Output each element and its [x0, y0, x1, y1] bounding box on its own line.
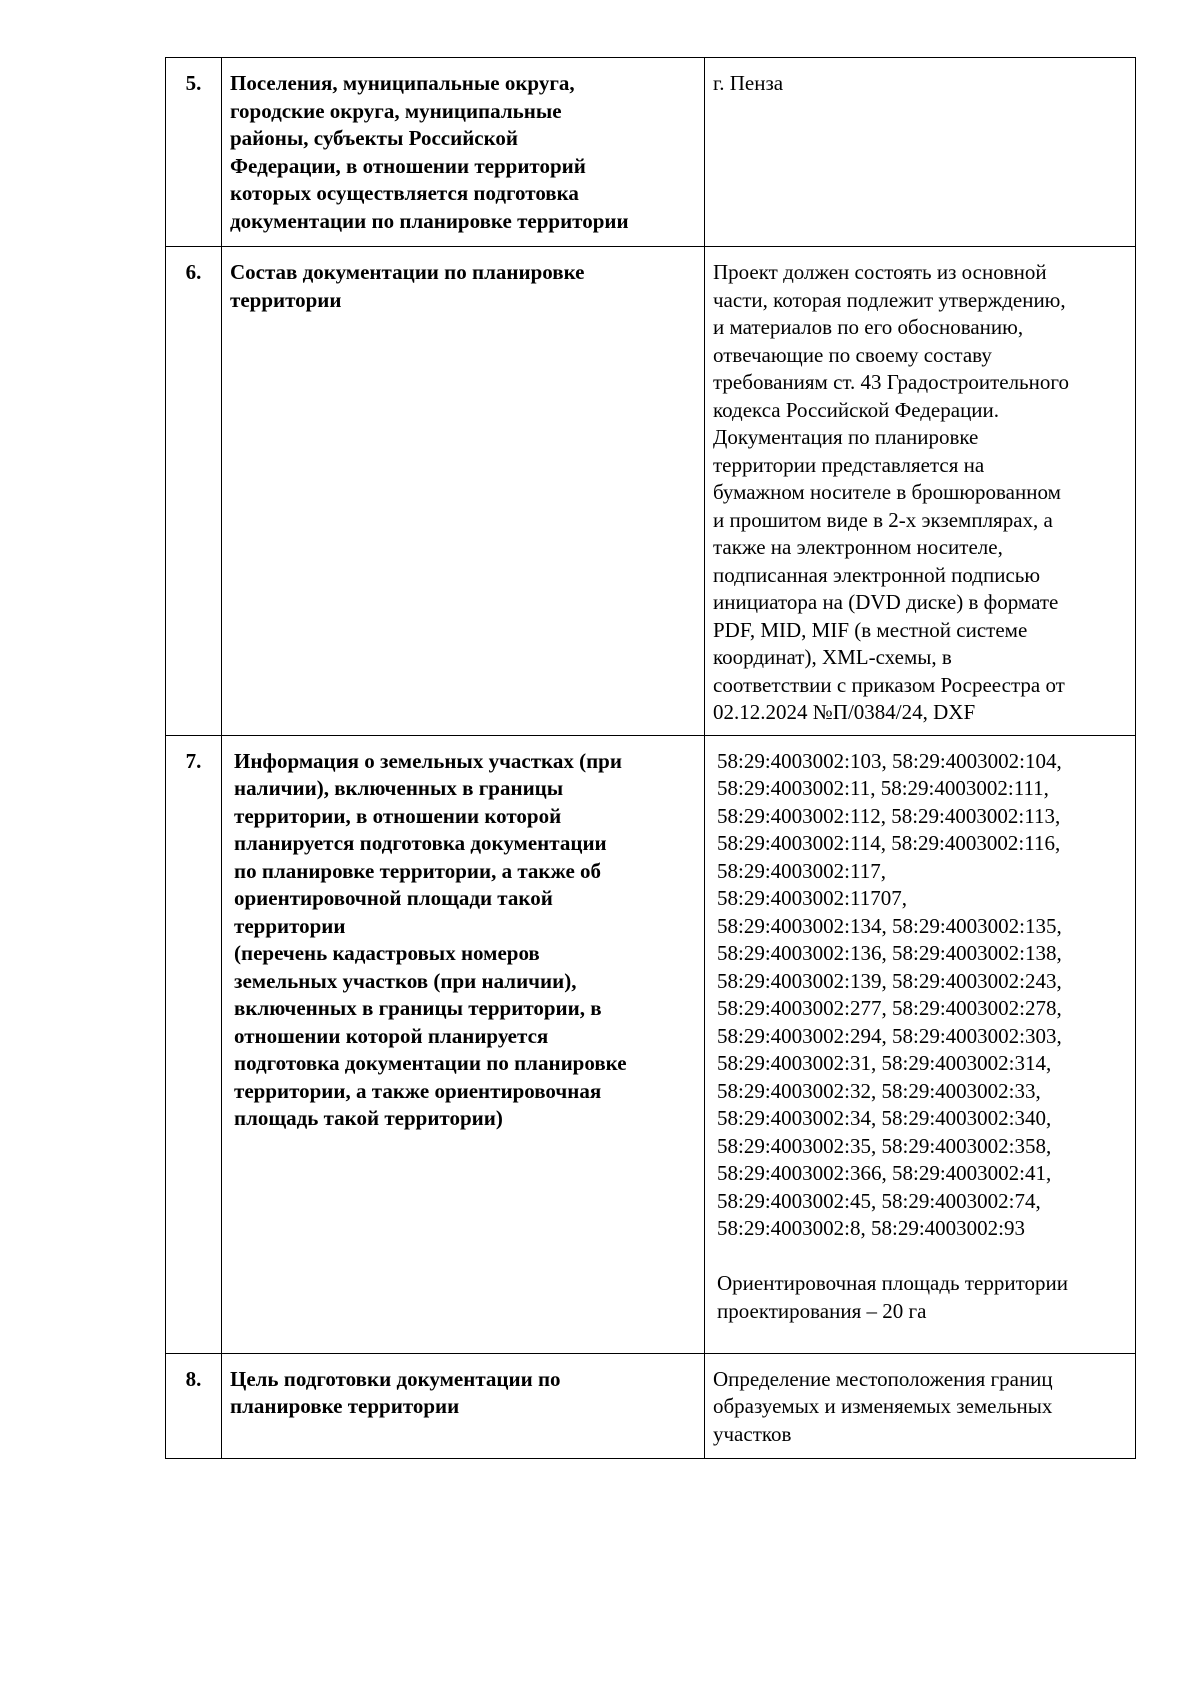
value-line: территории представляется на: [713, 452, 985, 477]
label-line: земельных участков (при наличии),: [234, 968, 577, 993]
value-line: части, которая подлежит утверждению,: [713, 287, 1066, 312]
cadastral-line: 58:29:4003002:45, 58:29:4003002:74,: [717, 1188, 1041, 1213]
label-line: Поселения, муниципальные округа,: [230, 71, 575, 95]
label-line: которых осуществляется подготовка: [230, 181, 579, 205]
value-line: Документация по планировке: [713, 425, 979, 449]
cadastral-line: 58:29:4003002:139, 58:29:4003002:243,: [717, 968, 1062, 993]
value-line: кодекса Российской Федерации.: [713, 397, 1000, 422]
cadastral-line: 58:29:4003002:35, 58:29:4003002:358,: [717, 1133, 1052, 1158]
value-line: также на электронном носителе,: [713, 535, 1003, 559]
label-line: городские округа, муниципальные: [230, 98, 562, 123]
cadastral-line: 58:29:4003002:112, 58:29:4003002:113,: [717, 803, 1061, 828]
paragraph-spacer: [717, 1243, 1127, 1271]
label-line: Цель подготовки документации по: [230, 1366, 561, 1391]
requirements-table: [165, 57, 1136, 1459]
cadastral-line: 58:29:4003002:134, 58:29:4003002:135,: [717, 913, 1062, 938]
cadastral-line: 58:29:4003002:294, 58:29:4003002:303,: [717, 1023, 1062, 1048]
cadastral-line: 58:29:4003002:31, 58:29:4003002:314,: [717, 1051, 1052, 1075]
value-line: Проект должен состоять из основной: [713, 260, 1047, 284]
row-value: [705, 58, 1136, 247]
value-line: подписанная электронной подписью: [713, 562, 1041, 587]
row-number: 7.: [166, 735, 222, 1353]
label-line: включенных в границы территории, в: [234, 996, 602, 1020]
cadastral-line: 58:29:4003002:366, 58:29:4003002:41,: [717, 1161, 1052, 1185]
row-number: 5.: [166, 58, 222, 247]
label-line: Федерации, в отношении территорий: [230, 153, 586, 178]
label-line: районы, субъекты Российской: [230, 126, 519, 150]
row-number: 6.: [166, 247, 222, 736]
label-line: территории: [230, 287, 342, 312]
label-line: Состав документации по планировке: [230, 260, 585, 284]
table-row-7: [166, 735, 1136, 1353]
area-line: проектирования – 20 га: [717, 1298, 927, 1323]
value-line: координат), XML-схемы, в: [713, 645, 952, 669]
row-value: [705, 1353, 1136, 1459]
row-label: [222, 1353, 705, 1459]
label-line: отношении которой планируется: [234, 1023, 549, 1048]
row-label: [222, 735, 705, 1353]
cadastral-line: 58:29:4003002:32, 58:29:4003002:33,: [717, 1078, 1041, 1103]
cadastral-line: 58:29:4003002:11, 58:29:4003002:111,: [717, 776, 1049, 800]
value-line: отвечающие по своему составу: [713, 342, 992, 367]
row-label: [222, 247, 705, 736]
area-line: Ориентировочная площадь территории: [717, 1271, 1068, 1295]
label-line: планировке территории: [230, 1394, 460, 1418]
label-line: территории, в отношении которой: [234, 803, 562, 828]
value-line: образуемых и изменяемых земельных: [713, 1394, 1053, 1418]
label-line: по планировке территории, а также об: [234, 858, 602, 883]
value-line: бумажном носителе в брошюрованном: [713, 480, 1061, 504]
table-row-5: [166, 58, 1136, 247]
label-line: подготовка документации по планировке: [234, 1051, 627, 1075]
label-line: Информация о земельных участках (при: [234, 748, 622, 773]
label-line: ориентировочной площади такой: [234, 886, 553, 910]
cadastral-line: 58:29:4003002:11707,: [717, 886, 907, 910]
value-line: PDF, MID, MIF (в местной системе: [713, 617, 1028, 642]
value-line: соответствии с приказом Росреестра от: [713, 672, 1065, 697]
cadastral-line: 58:29:4003002:277, 58:29:4003002:278,: [717, 996, 1062, 1020]
label-line: территории: [234, 913, 346, 938]
row-value: [705, 247, 1136, 736]
label-line: документации по планировке территории: [230, 208, 629, 233]
value-line: г. Пенза: [713, 71, 784, 95]
label-line: наличии), включенных в границы: [234, 776, 564, 800]
table-row-8: [166, 1353, 1136, 1459]
label-line: планируется подготовка документации: [234, 831, 607, 855]
cadastral-line: 58:29:4003002:114, 58:29:4003002:116,: [717, 831, 1061, 855]
cadastral-line: 58:29:4003002:117,: [717, 858, 886, 883]
row-value: [705, 735, 1136, 1353]
value-line: и материалов по его обоснованию,: [713, 315, 1024, 339]
row-label: [222, 58, 705, 247]
cadastral-line: 58:29:4003002:103, 58:29:4003002:104,: [717, 748, 1062, 773]
cadastral-line: 58:29:4003002:8, 58:29:4003002:93: [717, 1216, 1026, 1240]
label-line: площадь такой территории): [234, 1106, 503, 1130]
table-row-6: [166, 247, 1136, 736]
cadastral-line: 58:29:4003002:136, 58:29:4003002:138,: [717, 941, 1062, 965]
value-line: инициатора на (DVD диске) в формате: [713, 590, 1059, 614]
cadastral-line: 58:29:4003002:34, 58:29:4003002:340,: [717, 1106, 1052, 1130]
value-line: Определение местоположения границ: [713, 1366, 1053, 1391]
value-line: и прошитом виде в 2-х экземплярах, а: [713, 507, 1053, 532]
value-line: участков: [713, 1421, 792, 1446]
label-line: (перечень кадастровых номеров: [234, 941, 540, 965]
row-number: 8.: [166, 1353, 222, 1459]
label-line: территории, а также ориентировочная: [234, 1078, 602, 1103]
value-line: требованиям ст. 43 Градостроительного: [713, 370, 1069, 394]
value-line: 02.12.2024 №П/0384/24, DXF: [713, 700, 976, 724]
